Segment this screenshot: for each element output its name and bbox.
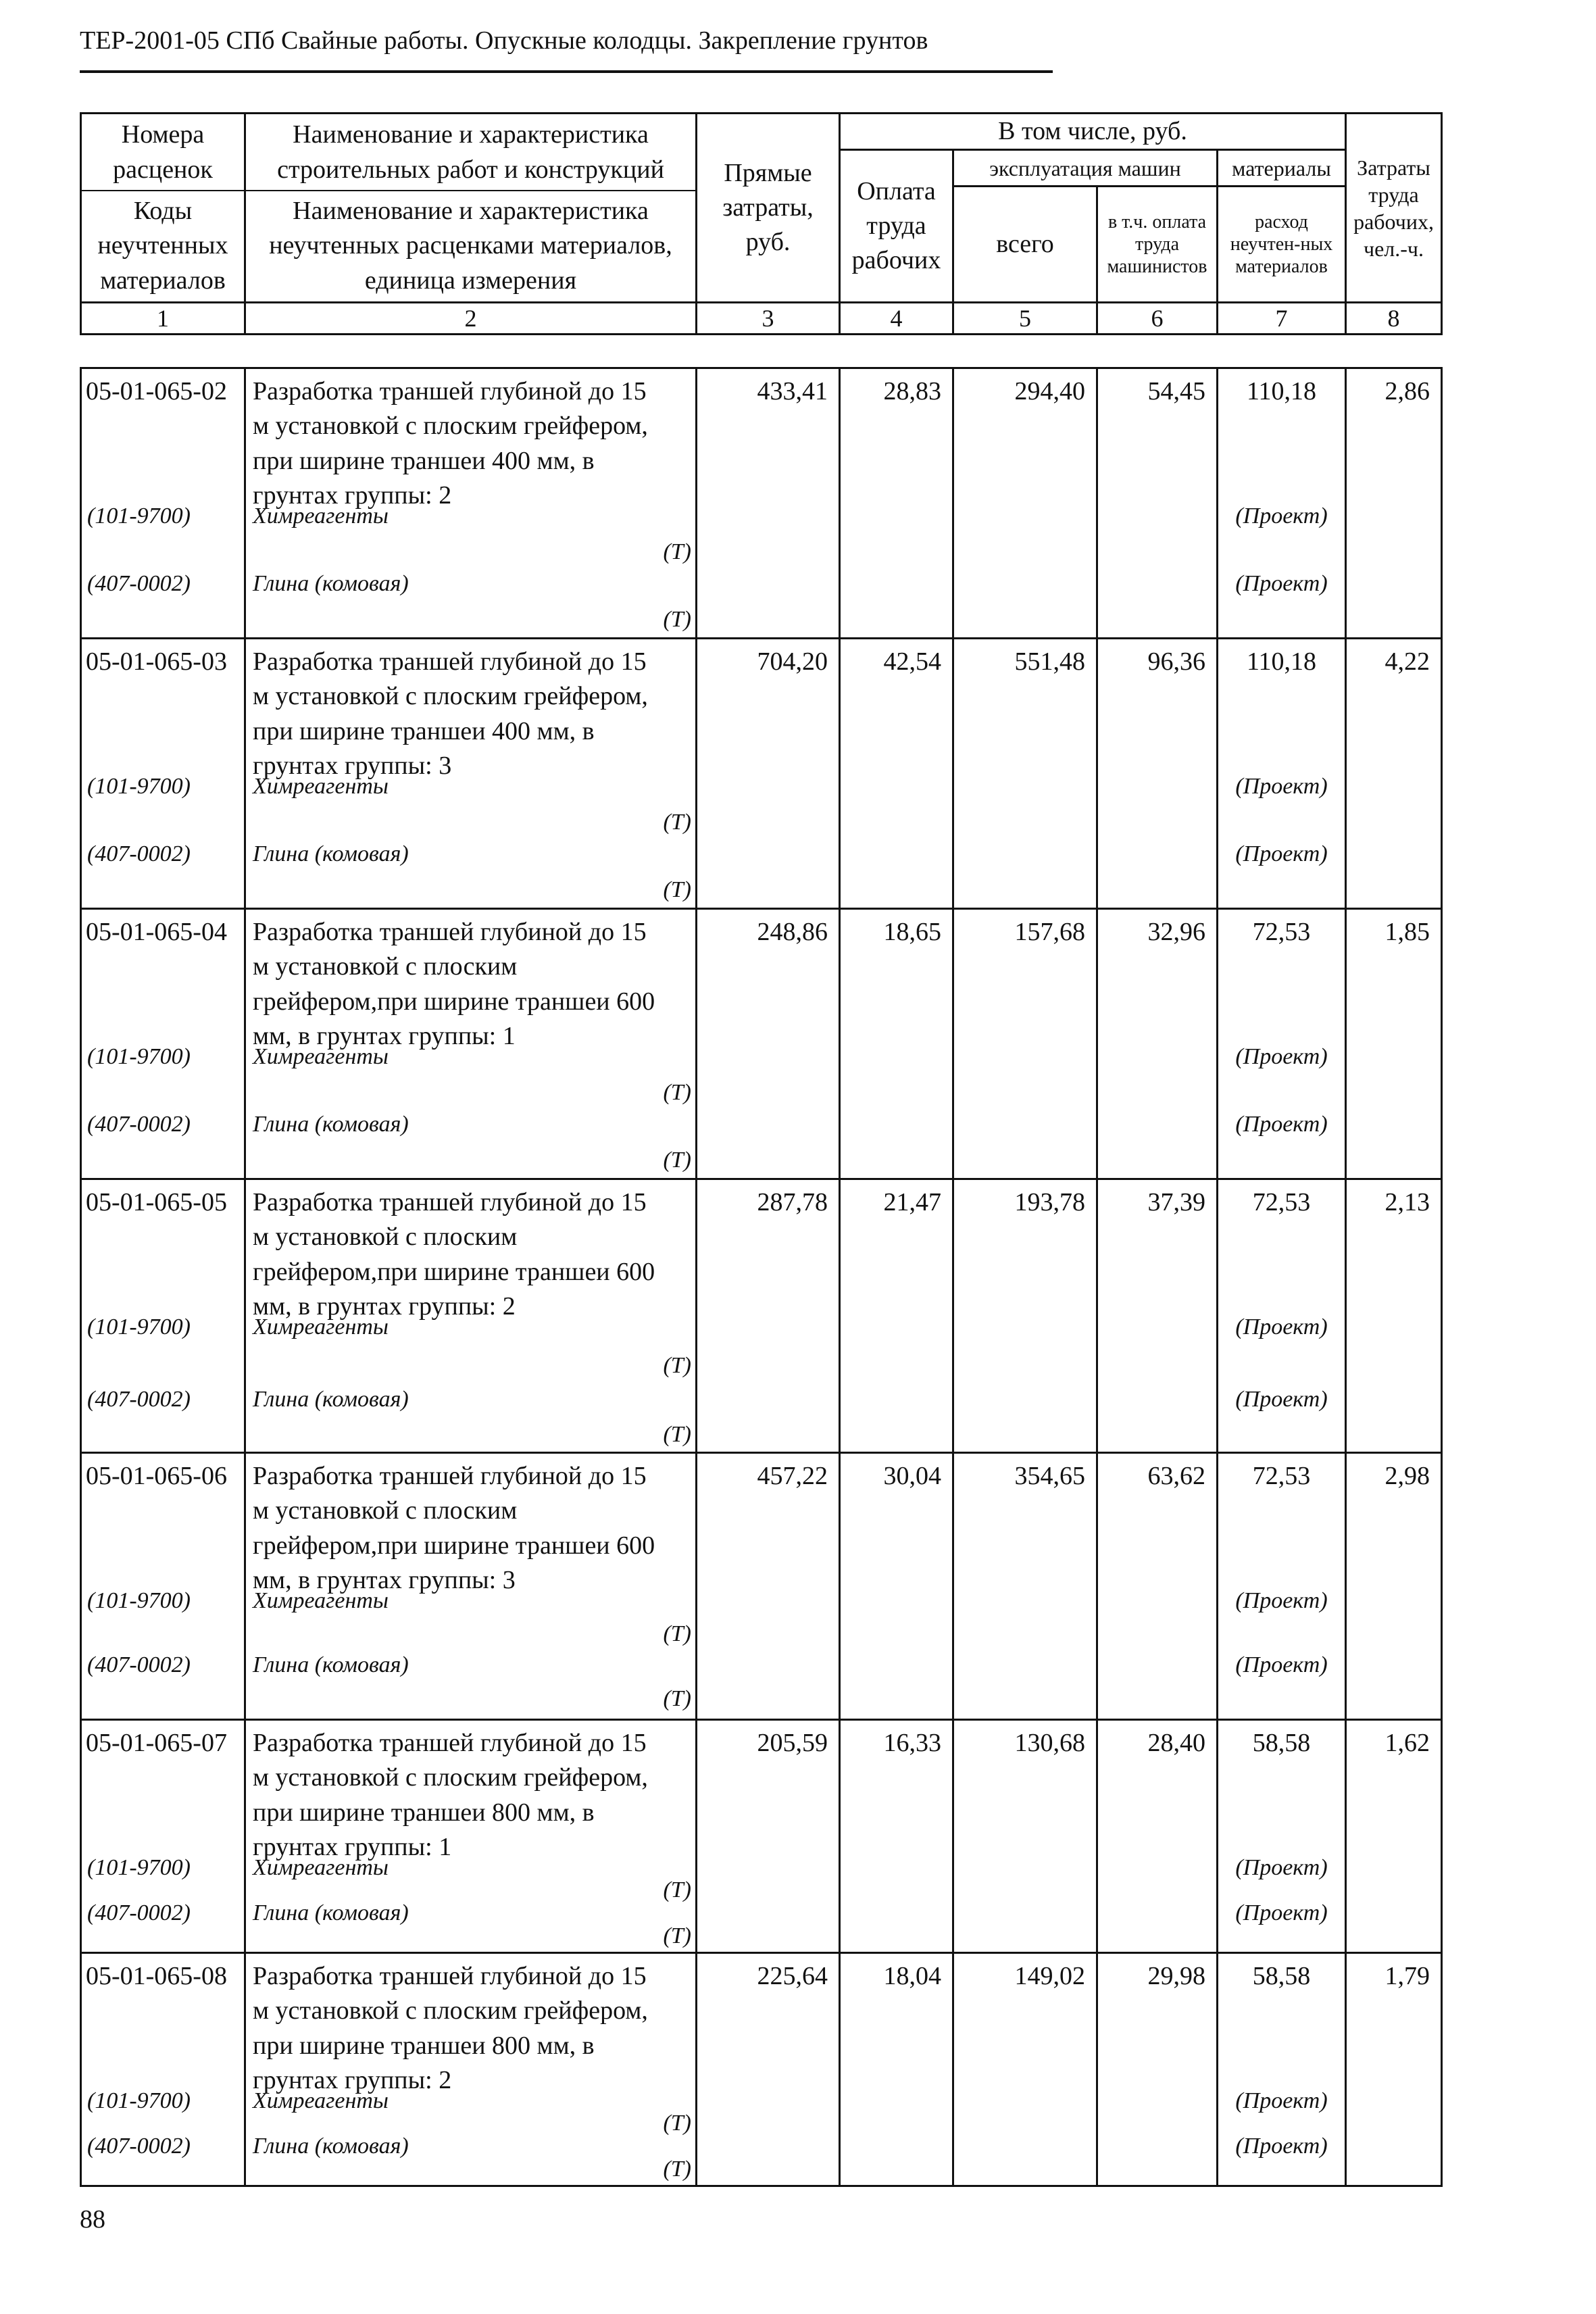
material-code: (407-0002) [87, 1112, 191, 1137]
table-header [80, 112, 1443, 335]
machines-total: 551,48 [953, 639, 1097, 909]
direct-costs: 433,41 [697, 368, 840, 639]
direct-costs: 457,22 [697, 1453, 840, 1720]
direct-costs: 287,78 [697, 1179, 840, 1453]
machinists-pay: 29,98 [1097, 1953, 1218, 2186]
material-code: (101-9700) [87, 1044, 191, 1069]
material-unit: (Т) [663, 2157, 691, 2182]
materials-cost: 110,18 [1246, 647, 1317, 676]
header-col1 [81, 114, 245, 303]
material-name: Глина (комовая) [253, 571, 409, 596]
machines-total: 193,78 [953, 1179, 1097, 1453]
material-name: Глина (комовая) [253, 841, 409, 866]
direct-costs: 704,20 [697, 639, 840, 909]
material-name: Химреагенты [253, 1044, 389, 1069]
direct-costs: 248,86 [697, 909, 840, 1179]
material-consumption: (Проект) [1235, 1588, 1328, 1613]
material-code: (101-9700) [87, 2088, 191, 2113]
material-unit: (Т) [663, 1353, 691, 1378]
material-unit: (Т) [663, 810, 691, 835]
materials-cell [1218, 368, 1346, 639]
rate-code-cell [81, 1720, 245, 1953]
labor-pay: 42,54 [840, 639, 953, 909]
table-row [81, 1179, 1442, 1453]
material-consumption: (Проект) [1235, 1855, 1328, 1880]
rate-code-cell [81, 909, 245, 1179]
machines-total: 294,40 [953, 368, 1097, 639]
work-description: Разработка траншей глубиной до 15 м установкой с плоским грейфером, при ширине траншеи 400 мм, в грунтах группы: 3 [253, 647, 648, 780]
header-col1-top: Номера расценок [82, 118, 244, 191]
material-code: (101-9700) [87, 774, 191, 799]
direct-costs: 205,59 [697, 1720, 840, 1953]
material-name: Глина (комовая) [253, 1652, 409, 1677]
material-name: Химреагенты [253, 1588, 389, 1613]
material-code: (407-0002) [87, 571, 191, 596]
work-description: Разработка траншей глубиной до 15 м установкой с плоским грейфером,при ширине траншеи 600 мм, в грунтах группы: 2 [253, 1188, 655, 1321]
material-consumption: (Проект) [1235, 1044, 1328, 1069]
material-consumption: (Проект) [1235, 1900, 1328, 1925]
description-cell [245, 1720, 697, 1953]
material-name: Химреагенты [253, 1855, 389, 1880]
machines-total: 354,65 [953, 1453, 1097, 1720]
material-consumption: (Проект) [1235, 841, 1328, 866]
rate-code-cell [81, 1953, 245, 2186]
material-code: (407-0002) [87, 2134, 191, 2159]
labor-pay: 21,47 [840, 1179, 953, 1453]
col-number-5: 5 [953, 303, 1097, 335]
description-cell [245, 368, 697, 639]
work-description: Разработка траншей глубиной до 15 м установкой с плоским грейфером, при ширине траншеи 400 мм, в грунтах группы: 2 [253, 377, 648, 510]
table-row [81, 1453, 1442, 1720]
work-description: Разработка траншей глубиной до 15 м установкой с плоским грейфером, при ширине траншеи 800 мм, в грунтах группы: 2 [253, 1962, 648, 2094]
description-cell [245, 639, 697, 909]
rate-code-cell [81, 368, 245, 639]
rate-code-cell [81, 1453, 245, 1720]
description-cell [245, 909, 697, 1179]
material-consumption: (Проект) [1235, 774, 1328, 799]
machinists-pay: 28,40 [1097, 1720, 1218, 1953]
material-name: Химреагенты [253, 2088, 389, 2113]
description-cell [245, 1953, 697, 2186]
material-unit: (Т) [663, 1422, 691, 1447]
header-group: В том числе, руб. [840, 114, 1346, 150]
materials-cost: 72,53 [1252, 1462, 1311, 1490]
material-consumption: (Проект) [1235, 2134, 1328, 2159]
work-description: Разработка траншей глубиной до 15 м установкой с плоским грейфером,при ширине траншеи 600 мм, в грунтах группы: 3 [253, 1462, 655, 1594]
direct-costs: 225,64 [697, 1953, 840, 2186]
title-rule [80, 70, 1053, 73]
materials-cell [1218, 909, 1346, 1179]
material-consumption: (Проект) [1235, 571, 1328, 596]
table-row [81, 1720, 1442, 1953]
machinists-pay: 96,36 [1097, 639, 1218, 909]
material-name: Глина (комовая) [253, 1387, 409, 1412]
materials-cell [1218, 639, 1346, 909]
material-consumption: (Проект) [1235, 1652, 1328, 1677]
material-unit: (Т) [663, 1877, 691, 1902]
work-description: Разработка траншей глубиной до 15 м установкой с плоским грейфером,при ширине траншеи 600 мм, в грунтах группы: 1 [253, 918, 655, 1050]
labor-hours: 2,13 [1346, 1179, 1442, 1453]
table-row [81, 368, 1442, 639]
labor-pay: 18,04 [840, 1953, 953, 2186]
material-unit: (Т) [663, 1923, 691, 1948]
header-materials-group: материалы [1218, 150, 1346, 187]
material-unit: (Т) [663, 877, 691, 902]
material-name: Химреагенты [253, 1314, 389, 1339]
material-name: Глина (комовая) [253, 1900, 409, 1925]
rate-code: 05-01-065-03 [86, 647, 227, 676]
material-consumption: (Проект) [1235, 1112, 1328, 1137]
labor-pay: 30,04 [840, 1453, 953, 1720]
material-unit: (Т) [663, 607, 691, 632]
materials-cell [1218, 1720, 1346, 1953]
labor-pay: 28,83 [840, 368, 953, 639]
rate-code: 05-01-065-08 [86, 1962, 227, 1990]
rate-code: 05-01-065-05 [86, 1188, 227, 1216]
description-cell [245, 1179, 697, 1453]
machines-total: 157,68 [953, 909, 1097, 1179]
materials-cost: 72,53 [1252, 1188, 1311, 1216]
rates-table [80, 367, 1443, 2187]
header-col1-bottom: Коды неучтенных материалов [97, 197, 228, 295]
description-cell [245, 1453, 697, 1720]
rate-code: 05-01-065-04 [86, 918, 227, 946]
material-code: (101-9700) [87, 1855, 191, 1880]
labor-hours: 2,86 [1346, 368, 1442, 639]
machines-total: 130,68 [953, 1720, 1097, 1953]
rate-code: 05-01-065-06 [86, 1462, 227, 1490]
material-unit: (Т) [663, 1148, 691, 1173]
header-col5: всего [953, 187, 1097, 303]
header-col6: в т.ч. оплата труда машинистов [1097, 187, 1218, 303]
materials-cost: 58,58 [1252, 1729, 1311, 1757]
header-col4: Оплата труда рабочих [840, 150, 953, 303]
labor-hours: 1,62 [1346, 1720, 1442, 1953]
machinists-pay: 63,62 [1097, 1453, 1218, 1720]
materials-cost: 58,58 [1252, 1962, 1311, 1990]
table-row [81, 1953, 1442, 2186]
material-name: Глина (комовая) [253, 2134, 409, 2159]
col-number-2: 2 [245, 303, 697, 335]
material-code: (407-0002) [87, 1387, 191, 1412]
material-code: (101-9700) [87, 1314, 191, 1339]
machinists-pay: 32,96 [1097, 909, 1218, 1179]
header-col2 [245, 114, 697, 303]
materials-cost: 72,53 [1252, 918, 1311, 946]
material-code: (407-0002) [87, 1900, 191, 1925]
table-row [81, 639, 1442, 909]
material-code: (407-0002) [87, 1652, 191, 1677]
material-name: Химреагенты [253, 503, 389, 528]
machinists-pay: 37,39 [1097, 1179, 1218, 1453]
labor-hours: 2,98 [1346, 1453, 1442, 1720]
col-number-6: 6 [1097, 303, 1218, 335]
material-unit: (Т) [663, 539, 691, 564]
labor-hours: 4,22 [1346, 639, 1442, 909]
material-consumption: (Проект) [1235, 1387, 1328, 1412]
material-unit: (Т) [663, 1686, 691, 1711]
material-consumption: (Проект) [1235, 2088, 1328, 2113]
header-col2-bottom: Наименование и характеристика неучтенных расценками материалов, единица измерения [269, 197, 672, 295]
rate-code-cell [81, 639, 245, 909]
materials-cell [1218, 1179, 1346, 1453]
rate-code-cell [81, 1179, 245, 1453]
material-code: (101-9700) [87, 503, 191, 528]
header-col3: Прямые затраты, руб. [697, 114, 840, 303]
materials-cell [1218, 1453, 1346, 1720]
header-col8: Затраты труда рабочих, чел.-ч. [1346, 114, 1442, 303]
material-unit: (Т) [663, 1080, 691, 1105]
material-name: Глина (комовая) [253, 1112, 409, 1137]
page-title: ТЕР-2001-05 СПб Свайные работы. Опускные колодцы. Закрепление грунтов [80, 26, 928, 55]
material-consumption: (Проект) [1235, 1314, 1328, 1339]
material-code: (407-0002) [87, 841, 191, 866]
labor-hours: 1,85 [1346, 909, 1442, 1179]
labor-pay: 18,65 [840, 909, 953, 1179]
labor-hours: 1,79 [1346, 1953, 1442, 2186]
rate-code: 05-01-065-07 [86, 1729, 227, 1757]
col-number-7: 7 [1218, 303, 1346, 335]
material-code: (101-9700) [87, 1588, 191, 1613]
table-row [81, 909, 1442, 1179]
work-description: Разработка траншей глубиной до 15 м установкой с плоским грейфером, при ширине траншеи 800 мм, в грунтах группы: 1 [253, 1729, 648, 1861]
page-number: 88 [80, 2205, 105, 2234]
material-name: Химреагенты [253, 774, 389, 799]
material-consumption: (Проект) [1235, 503, 1328, 528]
machinists-pay: 54,45 [1097, 368, 1218, 639]
materials-cost: 110,18 [1246, 377, 1317, 405]
col-number-4: 4 [840, 303, 953, 335]
col-number-3: 3 [697, 303, 840, 335]
machines-total: 149,02 [953, 1953, 1097, 2186]
rate-code: 05-01-065-02 [86, 377, 227, 405]
labor-pay: 16,33 [840, 1720, 953, 1953]
col-number-1: 1 [81, 303, 245, 335]
col-number-8: 8 [1346, 303, 1442, 335]
header-col2-top: Наименование и характеристика строительных работ и конструкций [246, 118, 695, 191]
material-unit: (Т) [663, 1621, 691, 1646]
header-machines-group: эксплуатация машин [953, 150, 1218, 187]
header-col7: расход неучтен-ных материалов [1218, 187, 1346, 303]
material-unit: (Т) [663, 2111, 691, 2136]
materials-cell [1218, 1953, 1346, 2186]
